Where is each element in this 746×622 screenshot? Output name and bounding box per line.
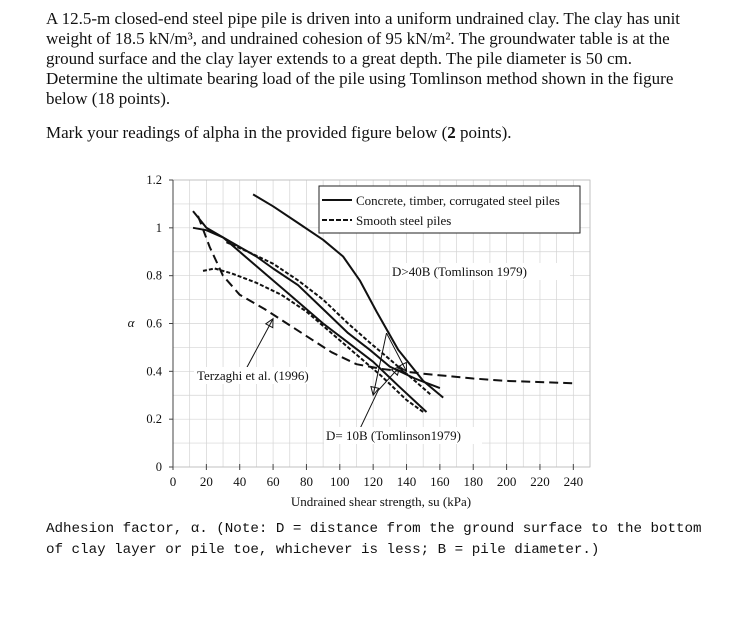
annotation-d40b: D>40B (Tomlinson 1979) [392,264,527,279]
y-tick-label: 0.8 [146,268,162,283]
legend-label-solid: Concrete, timber, corrugated steel piles [356,193,560,208]
y-axis-label: α [127,315,135,330]
y-tick-label: 0 [155,460,162,474]
x-tick-label: 140 [396,474,417,489]
problem-paragraph: A 12.5-m closed-end steel pipe pile is driven into a uniform undrained clay. The clay has unit weight of 18.5 kN/m³, and undrained cohesion of 95 kN/m². The groundwater table is at the ground surface and the clay layer extends to a great depth. The pile diameter is 50 cm. Determine the ultimate bearing load of the pile using Tomlinson method shown in the figure below (18 points). [46,9,681,108]
x-tick-label: 240 [563,474,584,489]
instruction-points: 2 [447,123,456,142]
y-tick-label: 1 [155,220,162,235]
problem-statement [46,9,686,143]
x-tick-label: 160 [430,474,450,489]
instruction-text: Mark your readings of alpha in the provided figure below ( [46,123,448,142]
x-tick-label: 80 [299,474,313,489]
instruction-paragraph [46,123,686,143]
y-tick-label: 0.6 [146,316,162,331]
x-tick-label: 40 [233,474,247,489]
figure-caption: Adhesion factor, α. (Note: D = distance from the ground surface to the bottom of clay layer or pile toe, whichever is less; B = pile diameter.) [46,521,711,558]
x-tick-label: 200 [496,474,517,489]
x-tick-label: 20 [199,474,213,489]
x-tick-label: 60 [266,474,280,489]
y-tick-label: 0.4 [146,364,162,379]
chart-legend [319,186,580,233]
x-tick-label: 0 [169,474,177,489]
annotation-d10b: D= 10B (Tomlinson1979) [326,428,461,443]
instruction-end: points). [455,123,512,142]
annotation-terzaghi: Terzaghi et al. (1996) [197,368,309,383]
x-tick-label: 180 [463,474,483,489]
x-tick-label: 220 [530,474,550,489]
x-tick-label: 100 [330,474,350,489]
x-axis-label: Undrained shear strength, su (kPa) [290,494,472,509]
y-tick-label: 1.2 [146,173,162,187]
alpha-chart [110,170,600,515]
leader-line [245,319,273,372]
y-tick-label: 0.2 [146,412,162,427]
x-tick-label: 120 [363,474,383,489]
legend-label-dashed: Smooth steel piles [356,213,452,228]
